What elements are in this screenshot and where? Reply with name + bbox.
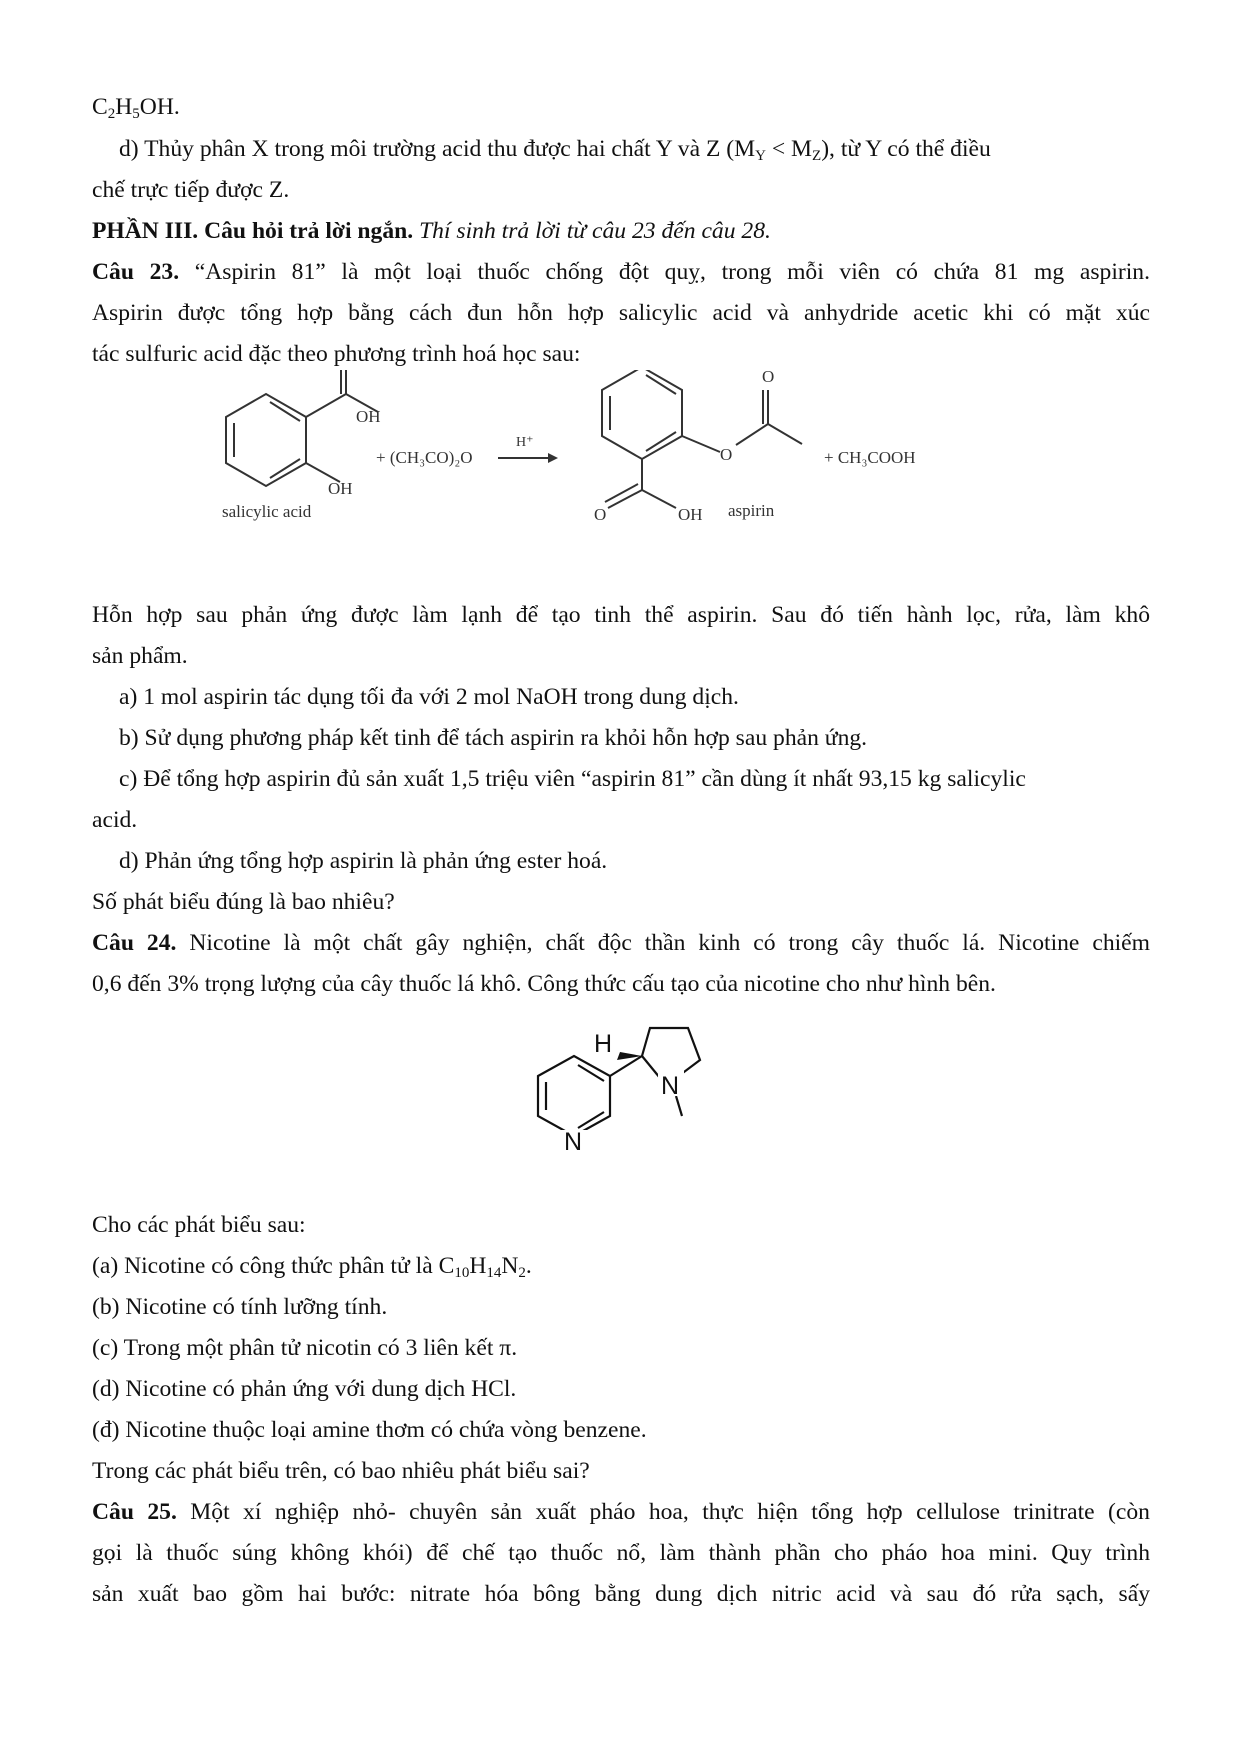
byproduct-acetic-acid: + CH₃COOH — [824, 448, 916, 467]
nicotine-n-pyridine: N — [564, 1128, 583, 1156]
part3-heading: PHẦN III. Câu hỏi trả lời ngắn. Thí sinh trả lời từ câu 23 đến câu 28. — [92, 218, 771, 244]
salicylic-benzene-ring — [226, 394, 306, 486]
q24-statement-dd: (đ) Nicotine thuộc loại amine thơm có chứa vòng benzene. — [92, 1417, 647, 1443]
q24-line-1: Câu 24. Nicotine là một chất gây nghiện, chất độc thần kinh có trong cây thuốc lá. Nicotine chiếm — [92, 930, 1150, 956]
q23-question: Số phát biểu đúng là bao nhiêu? — [92, 889, 395, 915]
q23-statement-a: a) 1 mol aspirin tác dụng tối đa với 2 mol NaOH trong dung dịch. — [119, 684, 739, 710]
q23-line-2: Aspirin được tổng hợp bằng cách đun hỗn hợp salicylic acid và anhydride acetic khi có mặt xúc — [92, 300, 1150, 326]
pyridine-ring — [538, 1056, 610, 1136]
q24-line-2: 0,6 đến 3% trọng lượng của cây thuốc lá khô. Công thức cấu tạo của nicotine cho như hình bên. — [92, 971, 996, 997]
salicylic-phenol-oh: OH — [328, 479, 353, 498]
reagent-anhydride: + (CH₃CO)₂O — [376, 448, 473, 467]
aspirin-reaction-scheme — [180, 370, 1060, 580]
aspirin-ester-carbonyl-o: O — [762, 370, 775, 386]
prev-statement-d-cont: chế trực tiếp được Z. — [92, 177, 290, 203]
aspirin-ester-o: O — [720, 445, 733, 464]
q25-line-1: Câu 25. Một xí nghiệp nhỏ- chuyên sản xuất pháo hoa, thực hiện tổng hợp cellulose trinitrate (còn — [92, 1499, 1150, 1525]
q23-statement-d: d) Phản ứng tổng hợp aspirin là phản ứng ester hoá. — [119, 848, 608, 874]
q25-line-2: gọi là thuốc súng không khói) để chế tạo thuốc nổ, làm thành phần cho pháo hoa mini. Quy trình — [92, 1540, 1150, 1566]
q23-statement-b: b) Sử dụng phương pháp kết tinh để tách aspirin ra khỏi hỗn hợp sau phản ứng. — [119, 725, 868, 751]
c2h5oh-line: $C_2H_5OH$. — [92, 94, 180, 122]
aspirin-acid-o: O — [594, 505, 607, 524]
prev-statement-d: d) Thủy phân X trong môi trường acid thu được hai chất Y và Z $(M_Y < M_Z)$, từ Y có thể điều — [119, 136, 991, 164]
q24-question: Trong các phát biểu trên, có bao nhiêu phát biểu sai? — [92, 1458, 590, 1484]
nicotine-n-pyrrolidine: N — [661, 1072, 680, 1100]
q23-line-1: Câu 23. “Aspirin 81” là một loại thuốc chống đột quỵ, trong mỗi viên có chứa 81 mg aspirin. — [92, 259, 1150, 285]
q24-statement-d: (d) Nicotine có phản ứng với dung dịch HCl. — [92, 1376, 517, 1402]
salicylic-acid-label: salicylic acid — [222, 502, 312, 521]
q23-statement-c: c) Để tổng hợp aspirin đủ sản xuất 1,5 triệu viên “aspirin 81” cần dùng ít nhất 93,15 kg salicylic — [119, 766, 1026, 792]
q23-statement-c-cont: acid. — [92, 807, 138, 833]
nicotine-h-label: H — [594, 1030, 613, 1058]
nicotine-structure — [510, 1020, 740, 1200]
catalyst-label: H⁺ — [516, 435, 534, 450]
q23-after-1: Hỗn hợp sau phản ứng được làm lạnh để tạo tinh thể aspirin. Sau đó tiến hành lọc, rửa, làm khô — [92, 602, 1150, 628]
q23-after-2: sản phẩm. — [92, 643, 188, 669]
q23-line-3: tác sulfuric acid đặc theo phương trình hoá học sau: — [92, 341, 581, 367]
q24-statement-b: (b) Nicotine có tính lưỡng tính. — [92, 1294, 388, 1320]
q24-statement-c: (c) Trong một phân tử nicotin có 3 liên kết π. — [92, 1335, 518, 1361]
salicylic-acid-oh: OH — [356, 407, 381, 426]
q24-intro: Cho các phát biểu sau: — [92, 1212, 306, 1238]
aspirin-label: aspirin — [728, 501, 775, 520]
aspirin-benzene-ring — [602, 370, 682, 459]
aspirin-acid-oh: OH — [678, 505, 703, 524]
q25-line-3: sản xuất bao gồm hai bước: nitrate hóa bông bằng dung dịch nitric acid và sau đó rửa sạch, sấy — [92, 1581, 1150, 1607]
q24-statement-a: (a) Nicotine có công thức phân tử là $C_{10}H_{14}N_2$. — [92, 1253, 532, 1281]
reaction-arrow-head — [548, 453, 558, 463]
